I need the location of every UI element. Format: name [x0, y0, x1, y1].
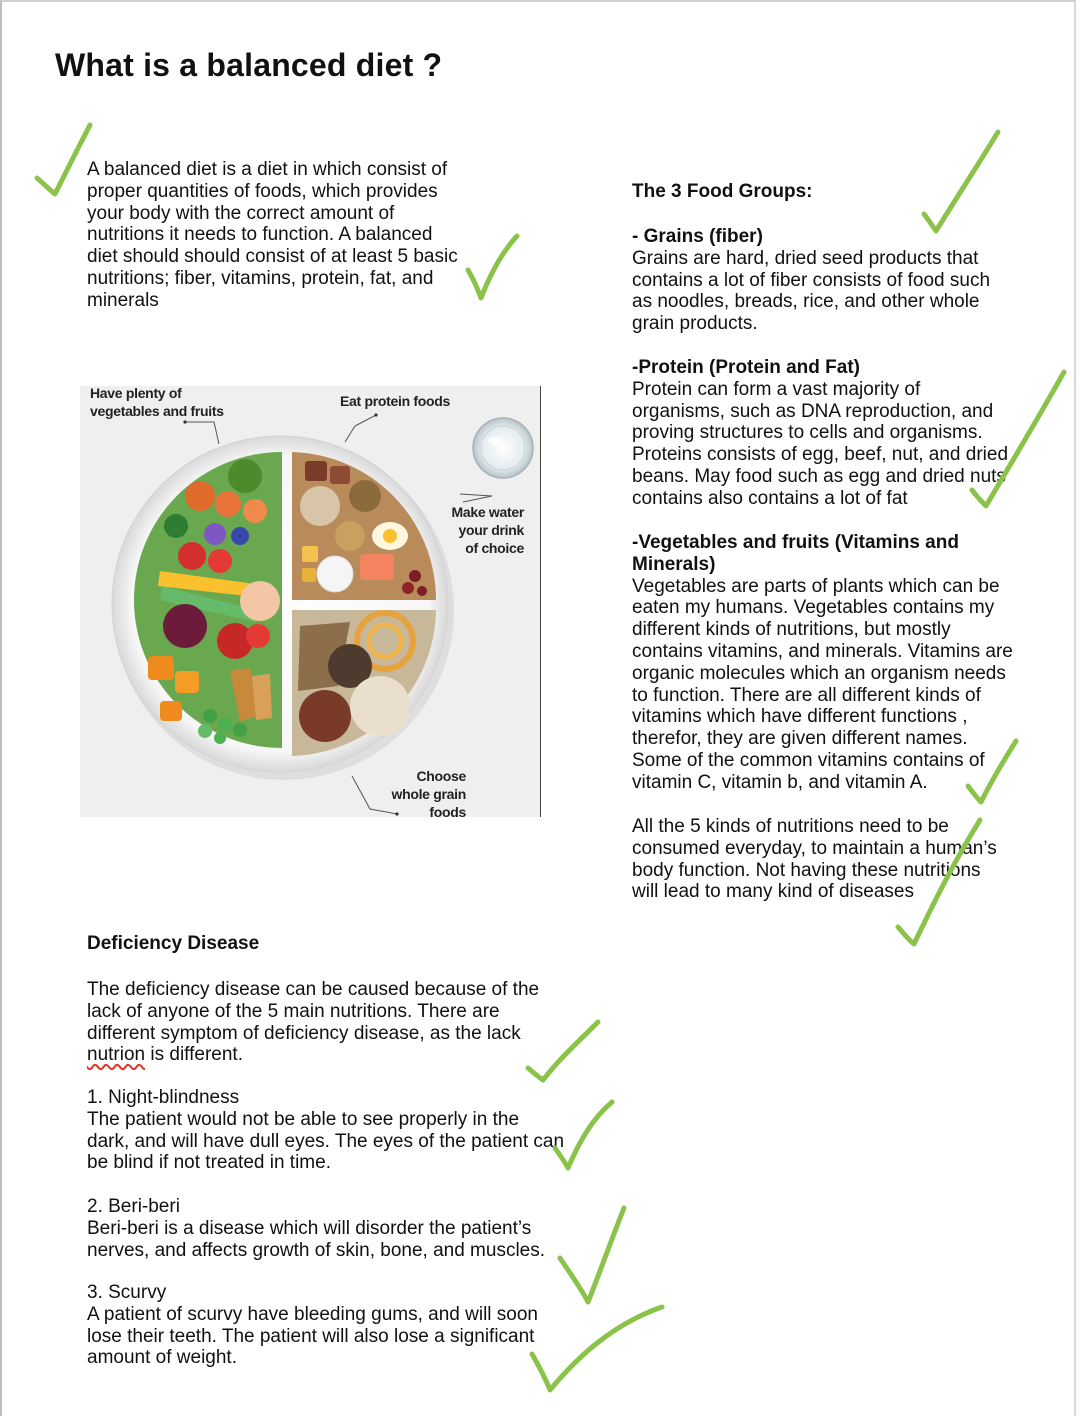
disease-title: 3. Scurvy [87, 1282, 167, 1303]
group-protein [632, 357, 1052, 510]
summary-line: body function. Not having these nutritions [632, 859, 981, 881]
deficiency-intro-line: lack of anyone of the 5 main nutritions. There are [87, 1000, 500, 1022]
intro-line: your body with the correct amount of [87, 202, 395, 224]
intro-line: nutritions; fiber, vitamins, protein, fat, and [87, 267, 434, 289]
disease-title: 2. Beri-beri [87, 1196, 180, 1217]
group-line: Proteins consists of egg, beef, nut, and dried [632, 444, 1009, 466]
group-heading: -Protein (Protein and Fat) [632, 357, 860, 378]
deficiency-intro-line: nutrion is different. [87, 1044, 243, 1066]
group-line: contains also contains a lot of fat [632, 487, 908, 509]
disease-scurvy [87, 1282, 567, 1369]
label-vegetables-fruits: Have plenty of vegetables and fruits [90, 385, 224, 419]
disease-beri-beri [87, 1196, 567, 1261]
healthy-plate-illustration [80, 386, 540, 817]
summary-line: All the 5 kinds of nutritions need to be [632, 816, 949, 837]
intro-line: A balanced diet is a diet in which consist of [87, 159, 448, 180]
group-heading: -Vegetables and fruits (Vitamins and [632, 532, 959, 553]
summary-line: consumed everyday, to maintain a human’s [632, 837, 997, 859]
group-vegetables-fruits [632, 532, 1052, 794]
disease-line: lose their teeth. The patient will also lose a significant [87, 1325, 535, 1347]
healthy-plate-figure [80, 385, 541, 820]
disease-title: 1. Night-blindness [87, 1087, 240, 1108]
label-water: Make water your drink of choice [451, 504, 524, 556]
food-groups-heading: The 3 Food Groups: [632, 181, 813, 202]
group-line: organic molecules which an organism needs [632, 662, 1006, 684]
group-line: grain products. [632, 313, 758, 335]
label-protein-foods: Eat protein foods [340, 393, 451, 409]
deficiency-heading: Deficiency Disease [87, 933, 260, 954]
group-line: vitamin C, vitamin b, and vitamin A. [632, 771, 928, 793]
group-line: organisms, such as DNA reproduction, and [632, 400, 994, 422]
disease-line: nerves, and affects growth of skin, bone, and muscles. [87, 1239, 546, 1261]
intro-line: proper quantities of foods, which provides [87, 180, 438, 202]
disease-night-blindness [87, 1087, 607, 1174]
deficiency-intro-line: The deficiency disease can be caused because of the [87, 979, 540, 1000]
page-title: What is a balanced diet ? [55, 47, 443, 83]
group-line: as noodles, breads, rice, and other whole [632, 291, 980, 313]
group-line: vitamins which have different functions , [632, 706, 968, 728]
group-line: contains a lot of fiber consists of food such [632, 269, 991, 291]
disease-line: amount of weight. [87, 1347, 237, 1369]
intro-line: nutritions it needs to function. A balanced [87, 224, 433, 246]
group-line: to function. There are all different kinds of [632, 684, 981, 706]
disease-line: be blind if not treated in time. [87, 1152, 331, 1174]
group-line: proving structures to cells and organisms. [632, 422, 983, 444]
group-line: Grains are hard, dried seed products that [632, 247, 979, 269]
disease-line: A patient of scurvy have bleeding gums, and will soon [87, 1303, 538, 1325]
misspelled-word: nutrion [87, 1044, 146, 1066]
group-line: eaten my humans. Vegetables contains my [632, 597, 995, 619]
deficiency-intro-line: different symptom of deficiency disease, as the lack [87, 1022, 521, 1044]
summary-paragraph [632, 816, 1052, 903]
deficiency-intro [87, 979, 567, 1066]
group-line: Protein can form a vast majority of [632, 378, 921, 400]
group-line: different kinds of nutritions, but mostly [632, 619, 951, 641]
disease-line: dark, and will have dull eyes. The eyes of the patient can [87, 1130, 565, 1152]
group-heading: Minerals) [632, 553, 716, 575]
group-grains [632, 226, 1052, 335]
group-line: Some of the common vitamins contains of [632, 749, 985, 771]
intro-line: minerals [87, 289, 159, 311]
group-heading: - Grains (fiber) [632, 226, 763, 247]
disease-line: Beri-beri is a disease which will disorder the patient’s [87, 1217, 532, 1239]
group-line: contains vitamins, and minerals. Vitamins are [632, 640, 1013, 662]
group-line: beans. May food such as egg and dried nuts [632, 465, 1006, 487]
intro-paragraph [87, 159, 567, 312]
group-line: therefor, they are given different names. [632, 728, 968, 750]
intro-line: diet should should consist of at least 5 basic [87, 246, 458, 268]
disease-line: The patient would not be able to see properly in the [87, 1108, 520, 1130]
group-line: Vegetables are parts of plants which can be [632, 575, 1000, 597]
summary-line: will lead to many kind of diseases [632, 881, 914, 903]
label-whole-grain: Choose whole grain foods [391, 768, 466, 820]
